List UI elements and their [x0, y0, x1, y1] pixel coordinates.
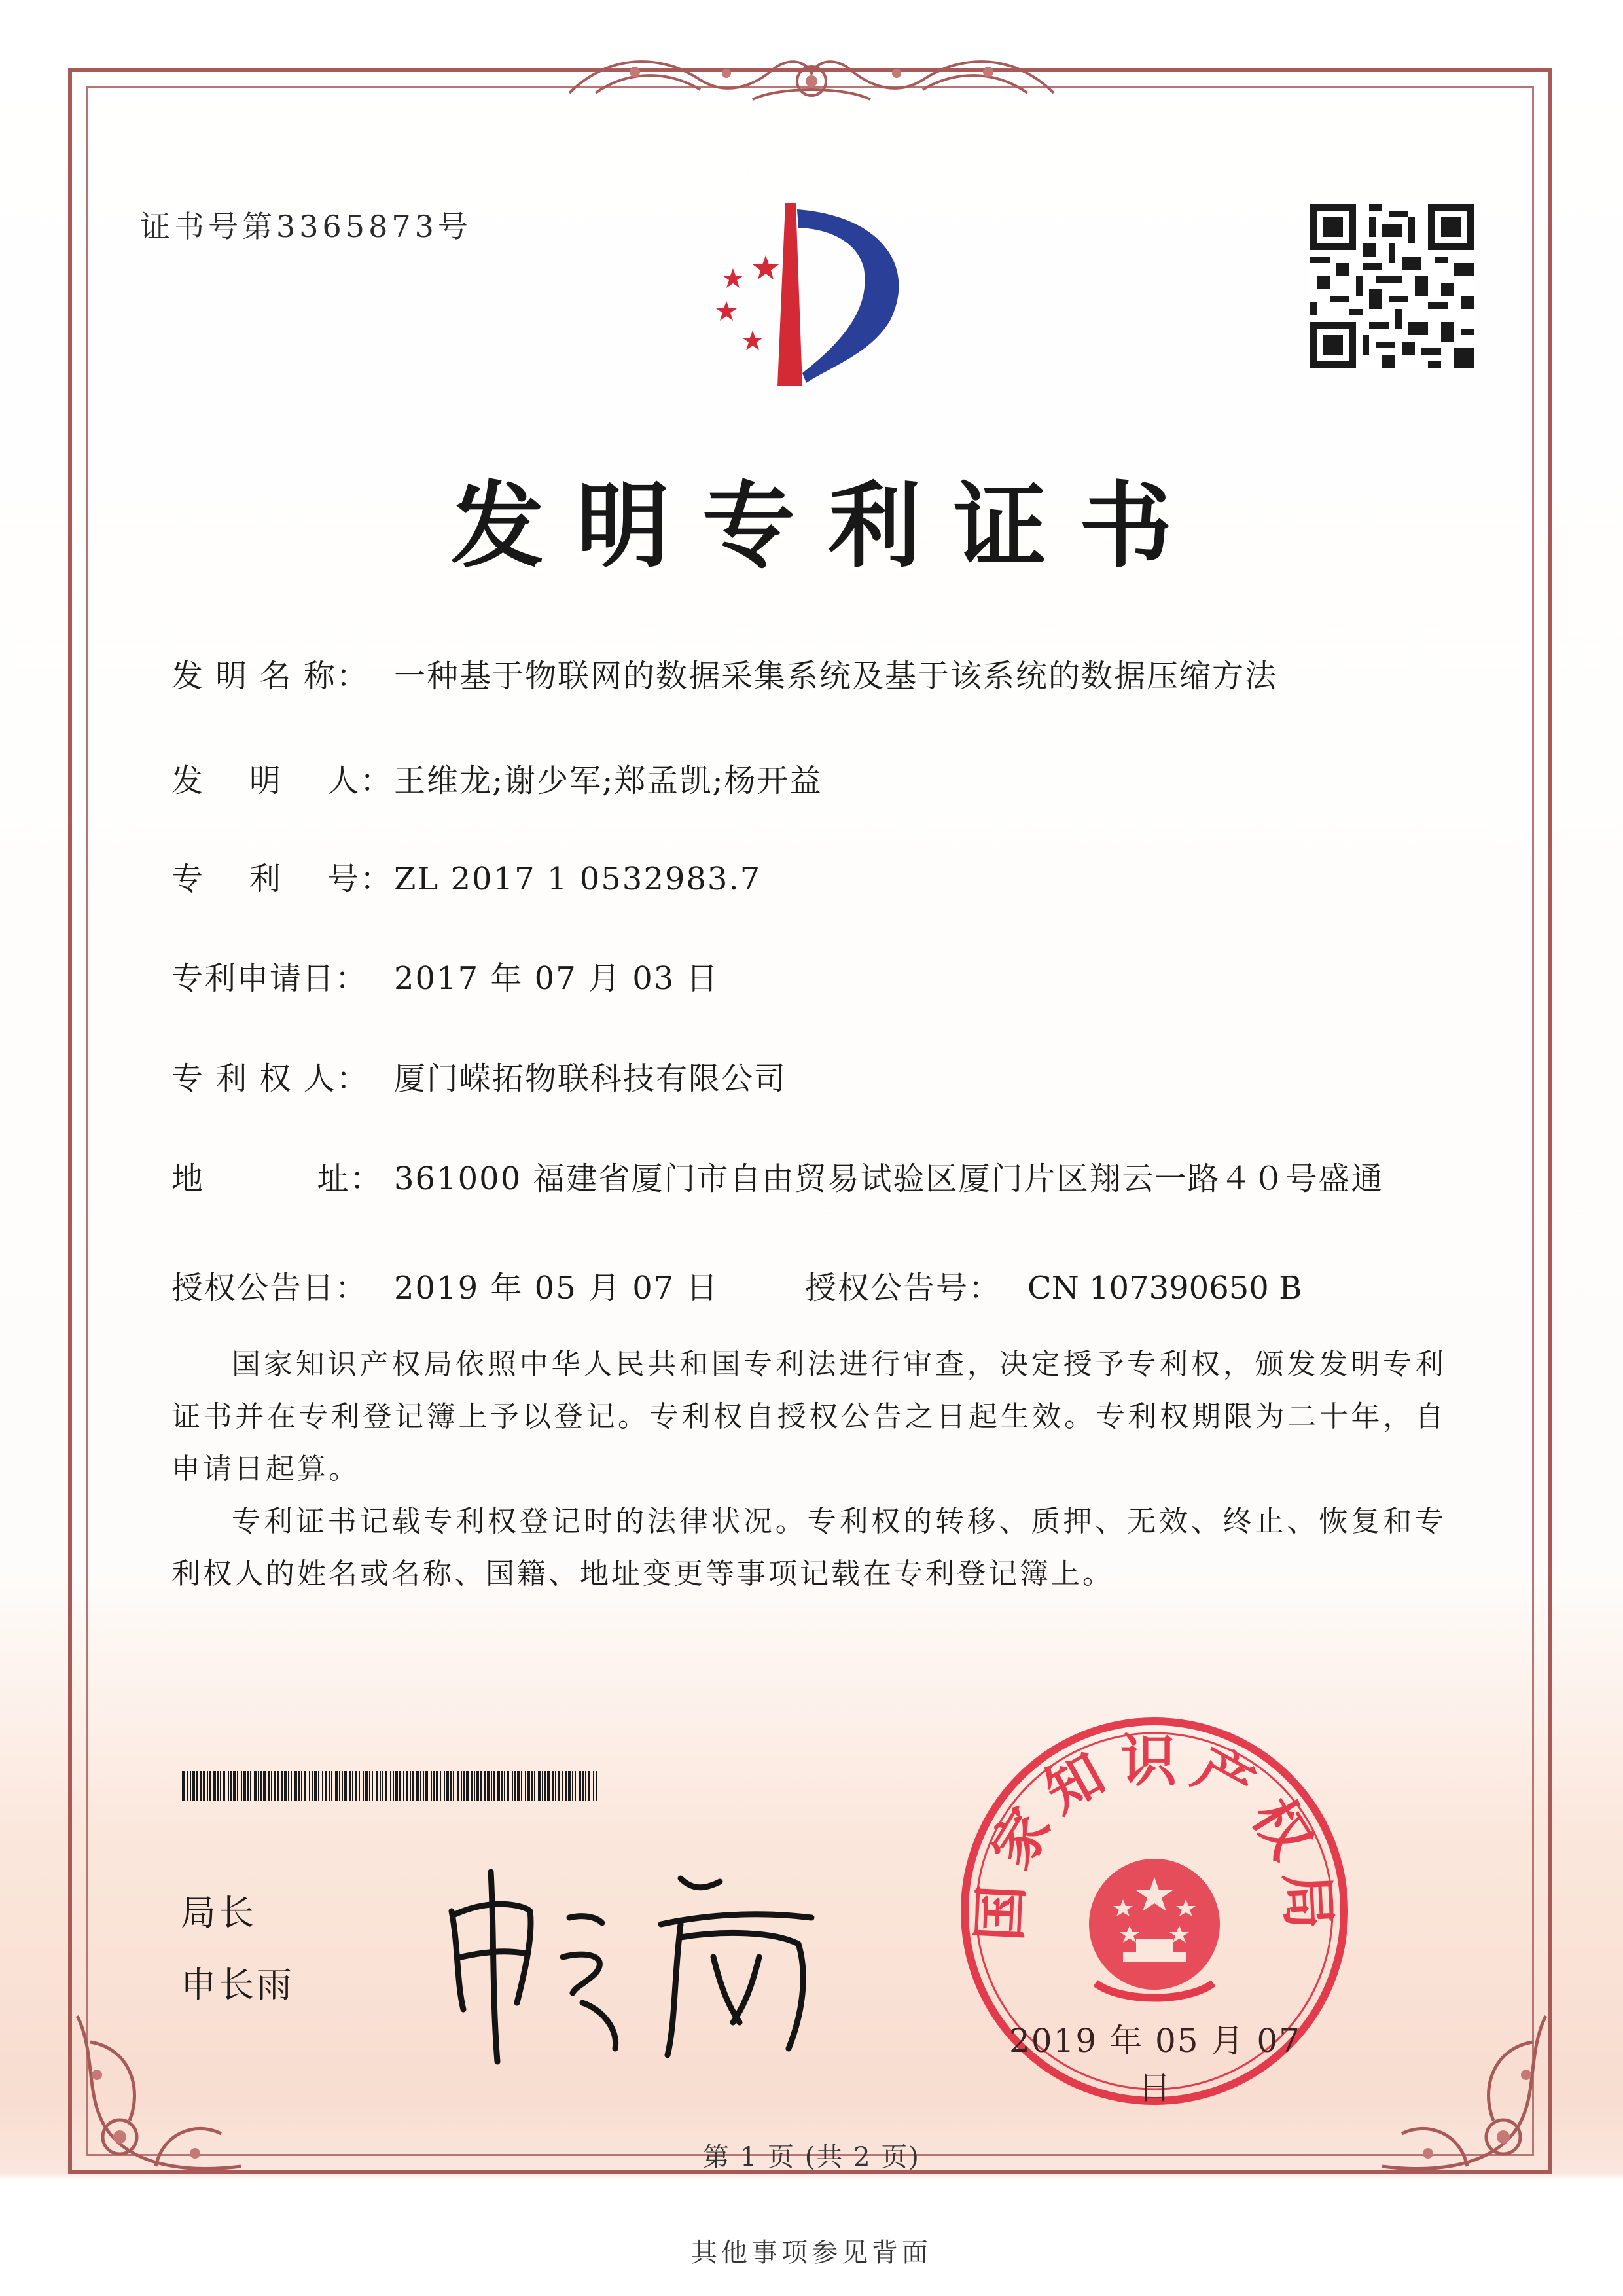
footer-note: 其他事项参见背面	[691, 2238, 932, 2268]
director-title: 局长	[181, 1892, 257, 1933]
address-value: 361000 福建省厦门市自由贸易试验区厦门片区翔云一路４０号盛通	[394, 1160, 1384, 1197]
invention-name-value: 一种基于物联网的数据采集系统及基于该系统的数据压缩方法	[394, 658, 1278, 694]
grant-date-value: 2019 年 05 月 07 日	[394, 1270, 719, 1306]
qr-code	[1310, 204, 1474, 368]
seal-date: 2019 年 05 月 07 日	[1008, 2022, 1302, 2107]
application-date-value: 2017 年 07 月 03 日	[394, 960, 719, 997]
patent-office-logo	[668, 190, 955, 406]
inventors-field	[171, 759, 823, 802]
patent-number-value: ZL 2017 1 0532983.7	[394, 861, 762, 897]
application-date-label: 专利申请日：	[171, 960, 368, 997]
grant-date-field	[171, 1266, 719, 1310]
svg-text:国家知识产权局: 国家知识产权局	[967, 1729, 1342, 1943]
grant-date-label: 授权公告日：	[171, 1270, 368, 1306]
certificate-title: 发明专利证书	[451, 472, 1205, 581]
page-indicator: 第 1 页 (共 2 页)	[703, 2142, 920, 2172]
statement-paragraph-2: 专利证书记载专利权登记时的法律状况。专利权的转移、质押、无效、终止、恢复和专利权人的姓名或名称、国籍、地址变更等事项记载在专利登记簿上。	[171, 1505, 1446, 1590]
barcode	[182, 1771, 601, 1801]
invention-name-label: 发 明 名 称：	[171, 658, 369, 694]
director-signature	[432, 1852, 838, 2068]
patent-number-label: 专 利 号：	[171, 861, 393, 897]
invention-name-field	[171, 655, 1277, 698]
inventors-value: 王维龙;谢少军;郑孟凯;杨开益	[394, 762, 823, 799]
application-date-field	[171, 957, 719, 1000]
grant-number-label: 授权公告号：	[805, 1270, 1002, 1306]
address-label: 地 址：	[171, 1160, 383, 1197]
patentee-field	[171, 1057, 787, 1100]
address-field	[171, 1157, 1421, 1200]
top-ornament	[556, 41, 1067, 113]
grant-number-field	[805, 1266, 1302, 1310]
patentee-label: 专 利 权 人：	[171, 1060, 369, 1097]
inventors-label: 发 明 人：	[171, 762, 393, 799]
certificate-number: 证书号第3365873号	[140, 209, 472, 244]
patent-number-field	[171, 857, 761, 901]
statement-paragraph-1: 国家知识产权局依照中华人民共和国专利法进行审查，决定授予专利权，颁发发明专利证书并在专利登记簿上予以登记。专利权自授权公告之日起生效。专利权期限为二十年，自申请日起算。	[171, 1348, 1446, 1486]
director-name: 申长雨	[181, 1964, 294, 2005]
grant-number-value: CN 107390650 B	[1027, 1270, 1302, 1306]
patentee-value: 厦门嵘拓物联科技有限公司	[394, 1060, 787, 1097]
